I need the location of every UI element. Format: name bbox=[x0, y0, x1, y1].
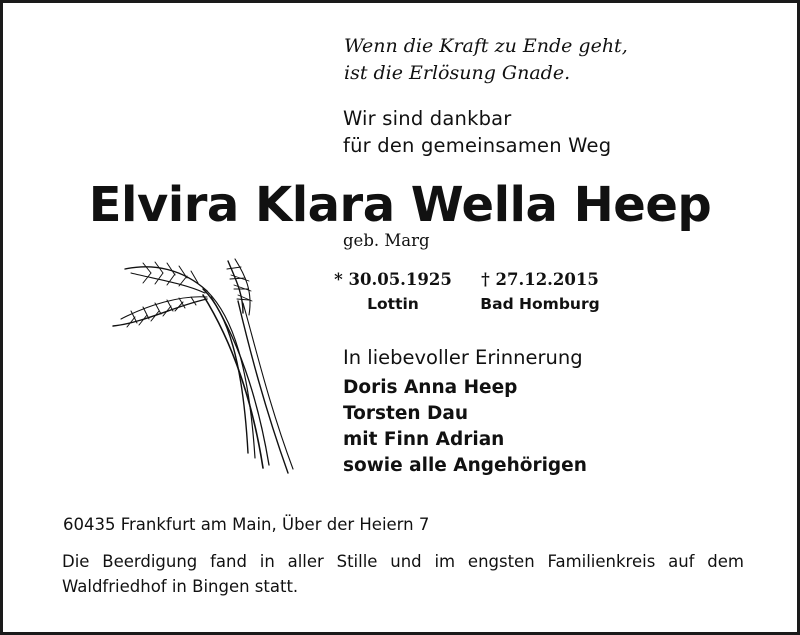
thanks-line-1: Wir sind dankbar bbox=[343, 107, 512, 130]
mourner-name: Doris Anna Heep bbox=[343, 377, 518, 398]
maiden-name: geb. Marg bbox=[343, 231, 430, 250]
mourner-name: mit Finn Adrian bbox=[343, 429, 505, 450]
address: 60435 Frankfurt am Main, Über der Heiern 7 bbox=[63, 515, 430, 534]
thanks-line-2: für den gemeinsamen Weg bbox=[343, 134, 612, 157]
birth-place: Lottin bbox=[367, 295, 419, 313]
mourners-list bbox=[343, 375, 587, 479]
burial-notice: Die Beerdigung fand in aller Stille und im engsten Familienkreis auf dem Waldfriedhof in Bingen statt. bbox=[62, 552, 744, 596]
death-place: Bad Homburg bbox=[480, 295, 600, 313]
mourner-name: Torsten Dau bbox=[343, 403, 469, 424]
birth-info bbox=[329, 268, 457, 316]
memory-heading: In liebevoller Erinnerung bbox=[343, 346, 583, 369]
quote bbox=[344, 33, 628, 87]
birth-date: * 30.05.1925 bbox=[334, 270, 452, 289]
death-date: † 27.12.2015 bbox=[481, 270, 599, 289]
thanks-text bbox=[343, 105, 611, 159]
deceased-name: Elvira Klara Wella Heep bbox=[88, 177, 712, 233]
death-info bbox=[467, 268, 613, 316]
wheat-icon bbox=[103, 253, 303, 478]
quote-line-2: ist die Erlösung Gnade. bbox=[344, 62, 571, 84]
quote-line-1: Wenn die Kraft zu Ende geht, bbox=[344, 35, 628, 57]
mourner-name: sowie alle Angehörigen bbox=[343, 455, 587, 476]
